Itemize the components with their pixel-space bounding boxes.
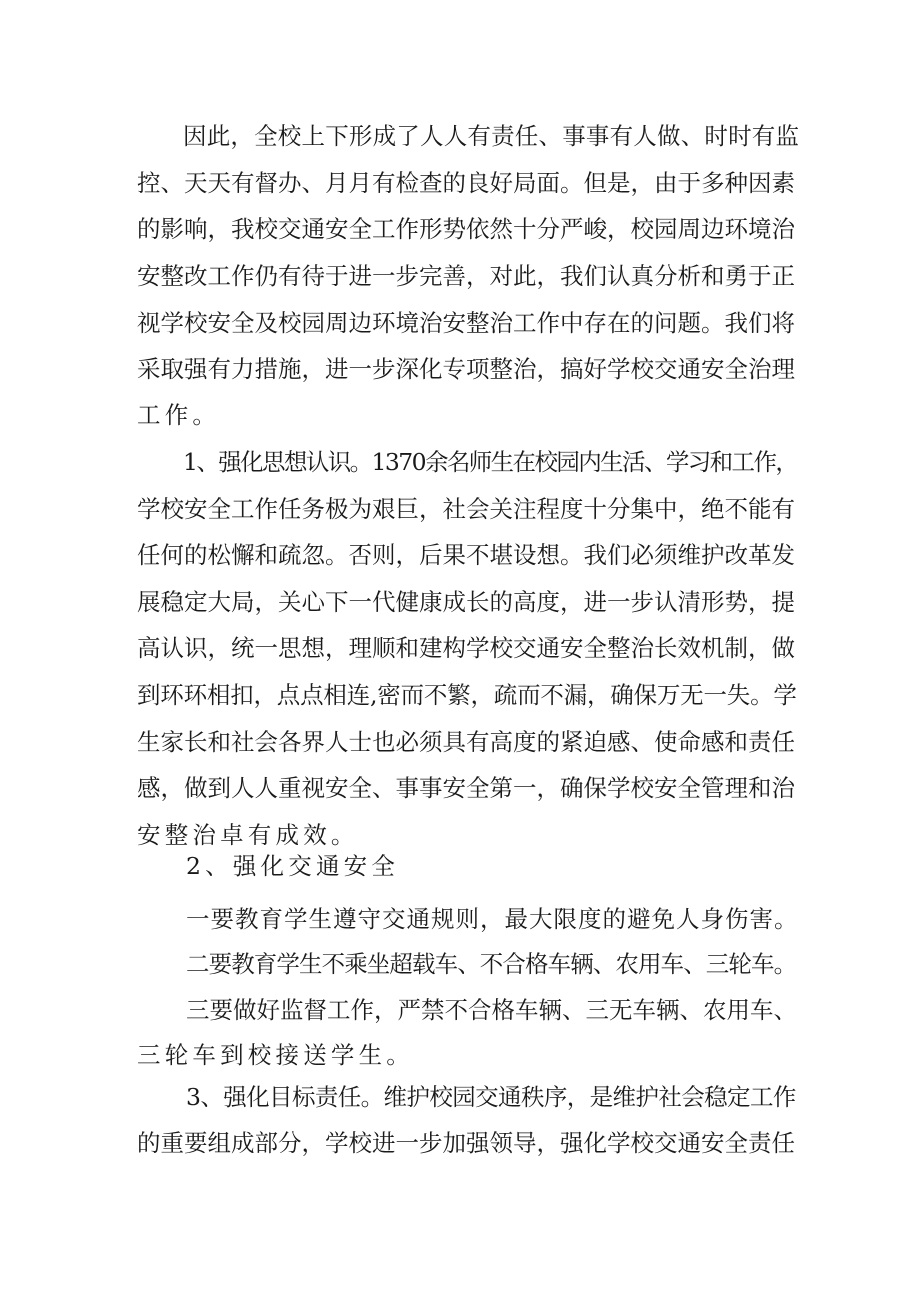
text-line-23: 的重要组成部分，学校进一步加强领导，强化学校交通安全责任 [137, 1129, 795, 1157]
text-line-20: 三要做好监督工作，严禁不合格车辆、三无车辆、农用车、 [186, 996, 797, 1024]
text-line-3: 的影响，我校交通安全工作形势依然十分严峻，校园周边环境治 [137, 215, 795, 243]
text-line-11: 展稳定大局，关心下一代健康成长的高度，进一步认清形势，提 [137, 588, 795, 616]
text-line-5: 视学校安全及校园周边环境治安整治工作中存在的问题。我们将 [137, 309, 795, 337]
text-line-21: 三轮车到校接送学生。 [137, 1041, 414, 1069]
text-line-8: 1、强化思想认识。1370余名师生在校园内生活、学习和工作， [183, 448, 798, 476]
text-line-10: 任何的松懈和疏忽。否则，后果不堪设想。我们必须维护改革发 [137, 541, 795, 569]
text-line-14: 生家长和社会各界人士也必须具有高度的紧迫感、使命感和责任 [137, 728, 795, 756]
text-line-2: 控、天天有督办、月月有检查的良好局面。但是，由于多种因素 [137, 169, 795, 197]
text-line-22: 3、强化目标责任。维护校园交通秩序，是维护社会稳定工作 [186, 1083, 796, 1111]
text-line-13: 到环环相扣，点点相连,密而不繁，疏而不漏，确保万无一失。学 [137, 681, 797, 709]
text-line-6: 采取强有力措施，进一步深化专项整治，搞好学校交通安全治理 [137, 355, 795, 383]
text-line-18: 一要教育学生遵守交通规则，最大限度的避免人身伤害。 [186, 905, 799, 933]
text-line-15: 感，做到人人重视安全、事事安全第一，确保学校安全管理和治 [137, 774, 795, 802]
text-line-9: 学校安全工作任务极为艰巨，社会关注程度十分集中，绝不能有 [137, 495, 795, 523]
text-line-4: 安整改工作仍有待于进一步完善，对此，我们认真分析和勇于正 [137, 262, 795, 290]
text-line-1: 因此，全校上下形成了人人有责任、事事有人做、时时有监 [183, 122, 800, 150]
text-line-12: 高认识，统一思想，理顺和建构学校交通安全整治长效机制，做 [137, 634, 795, 662]
text-line-17: 2、强化交通安全 [186, 852, 400, 880]
text-line-19: 二要教育学生不乘坐超载车、不合格车辆、农用车、三轮车。 [186, 950, 797, 978]
text-line-7: 工作。 [137, 401, 221, 429]
text-line-16: 安整治卓有成效。 [137, 821, 359, 849]
